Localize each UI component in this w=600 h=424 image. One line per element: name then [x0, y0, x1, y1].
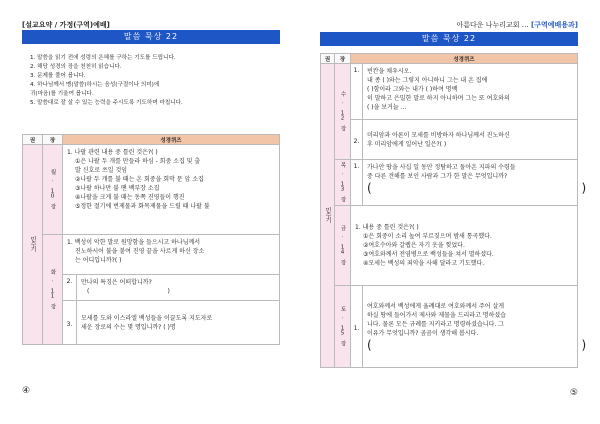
q-line: 발 신호로 쓰일 것임: [75, 167, 128, 174]
chapter-label: 화 · 11 장: [49, 269, 56, 308]
chapter-cell: [335, 160, 351, 206]
q-line: ②여호수아와 갈렙은 자기 옷을 찢었다.: [363, 242, 465, 249]
instruction-4: 4. 하나님께서 멩(말씀)하시는 음성(구절이나 의미)에: [30, 82, 160, 88]
q-line: 1. 백성이 악한 말로 원망함을 들으시고 하나님께서: [67, 239, 201, 246]
page-number: ④: [22, 386, 31, 396]
question-block: [363, 64, 578, 120]
q-line: 세운 장로의 수는 몇 명입니까? ( )명: [81, 323, 176, 331]
q-line: ②나팔 두 개를 불 때는 온 회중을 회막 문 앞 소집: [75, 176, 204, 183]
chapter-cell: [335, 206, 351, 286]
col-quiz: 성경퀴즈: [351, 54, 578, 64]
question-number: 3.: [63, 301, 77, 345]
q-line: 하실 땅에 들어가서 제사와 제물을 드리라고 명하셨습: [367, 311, 506, 319]
header-tag: [구역예배용과]: [531, 21, 578, 29]
instruction-3: 3. 문제를 풀어 봅니다.: [30, 73, 86, 79]
chapter-cell: [43, 235, 63, 345]
chapter-cell: [335, 64, 351, 160]
chapter-label: 수 · 12 장: [339, 91, 346, 130]
answer-blank[interactable]: ( ): [367, 337, 587, 352]
chapter-label: 금 · 14 장: [339, 225, 346, 264]
book-name: 민수기: [324, 207, 331, 222]
q-line: 진노하시어 불을 붙여 진영 끝을 사르게 하신 장소: [75, 248, 205, 255]
instruction-2: 2. 해당 성경의 장을 천천히 읽습니다.: [30, 64, 122, 70]
question-block: [363, 160, 587, 206]
q-line: 가나안 땅을 사십 일 동안 정탐하고 돌아온 지파의 수령들: [367, 164, 516, 171]
church-name: 아름다운 나누리교회 …: [456, 21, 529, 29]
chapter-label: 월 · 10 장: [49, 169, 56, 208]
page-number: ⑤: [569, 388, 578, 398]
q-line: ④나팔을 크게 불 때는 동쪽 진영들이 행진: [75, 194, 185, 201]
question-number: 1.: [351, 160, 363, 206]
q-line: ( )을 보거늘 ...: [367, 104, 407, 111]
q-line: 중 다른 견해를 보인 사람과 그가 한 말은 무엇입니까?: [367, 173, 508, 180]
answer-blank[interactable]: ( ): [367, 181, 587, 195]
left-banner: 말씀 묵상 22: [22, 30, 280, 44]
instruction-1: 1. 말씀을 읽기 전에 성령의 은혜를 구하는 기도를 드립니다.: [30, 55, 176, 61]
col-quiz: 성경퀴즈: [63, 135, 280, 145]
q-line: ③여호와께서 전염병으로 백성들을 쳐서 멸하셨다.: [363, 251, 494, 258]
question-block: [363, 120, 578, 160]
col-chapter: 장: [43, 135, 63, 145]
instruction-5: 5. 말씀대로 잘 살 수 있는 능력을 주시도록 기도하며 마칩니다.: [30, 100, 183, 106]
left-header: [설교요약 / 가정(구역)예배]: [22, 21, 110, 29]
q-line: 모세를 도와 이스라엘 백성들을 이끌도록 지도자로: [81, 314, 213, 322]
question-block: [63, 235, 280, 275]
answer-blank[interactable]: ( ): [87, 288, 170, 295]
col-book: 권: [321, 54, 335, 64]
q-line: 만나의 특징은 어떠합니까?: [81, 279, 152, 286]
question-block: [77, 275, 280, 301]
question-number: 1.: [351, 286, 363, 368]
q-line: ⑤정한 절기에 번제물과 화목제물을 드릴 때 나팔 불: [75, 203, 210, 210]
question-block: [351, 206, 578, 286]
left-quiz-table: [22, 134, 280, 345]
instructions: [30, 54, 183, 108]
q-line: 여호와께서 백성에게 율례대로 여호와께서 주어 살게: [367, 302, 505, 310]
q-line: 히 말하고 은밀한 말로 하지 아니하며 그는 또 여호와의: [367, 95, 510, 102]
question-number: 1.: [351, 64, 363, 120]
q-line: ④모세는 백성의 죄악을 사해 달라고 기도했다.: [363, 260, 485, 267]
q-line: 미리암과 아론이 모세를 비방하자 하나님께서 진노하신: [367, 131, 510, 139]
book-name: 민수기: [29, 236, 36, 251]
q-line: 1. 나팔 관련 내용 중 틀린 것은?( ): [67, 149, 158, 156]
q-line: 빈칸을 채우시오.: [367, 68, 412, 75]
q-line: 는 어디입니까?( ): [75, 257, 122, 264]
q-line: ③나팔 하나만 불 땐 백부장 소집: [75, 185, 160, 192]
col-chapter: 장: [335, 54, 351, 64]
right-banner: 말씀 묵상 22: [320, 32, 578, 46]
q-line: 내 종 ( )와는 그렇지 아니하니 그는 내 온 집에: [367, 77, 488, 84]
instruction-4b: 귀(마음)를 기울여 봅니다.: [30, 91, 94, 97]
question-block: [363, 286, 587, 368]
col-book: 권: [23, 135, 43, 145]
chapter-cell: [43, 145, 63, 235]
right-quiz-table: [320, 53, 587, 368]
question-number: 2.: [351, 120, 363, 160]
book-cell: [321, 64, 335, 368]
q-line: ①은 회중이 소리 높여 부르짖으며 밤새 통곡했다.: [363, 233, 492, 240]
q-line: 1. 내용 중 틀린 것은?( ): [355, 224, 419, 231]
q-line: 후 미리암에게 일어난 일은?( ): [367, 140, 447, 148]
chapter-label: 토 · 15 장: [339, 306, 346, 345]
q-line: 이유가 무엇입니까? 곰곰이 생각해 봅시다.: [367, 329, 479, 337]
right-header: [456, 20, 578, 30]
question-block: [63, 145, 280, 235]
q-line: ( )함이라 그와는 내가 ( )하여 명백: [367, 86, 458, 93]
question-number: 2.: [63, 275, 77, 301]
q-line: 니다. 물론 모든 규례를 지키라고 명령하셨습니다. 그: [367, 320, 504, 328]
right-page: [300, 0, 600, 424]
book-cell: [23, 145, 43, 345]
chapter-cell: [335, 286, 351, 368]
q-line: ①은 나팔 두 개를 만들라 하심 - 회중 소집 및 출: [75, 158, 201, 165]
question-block: [77, 301, 280, 345]
chapter-label: 목 · 13 장: [339, 162, 346, 201]
